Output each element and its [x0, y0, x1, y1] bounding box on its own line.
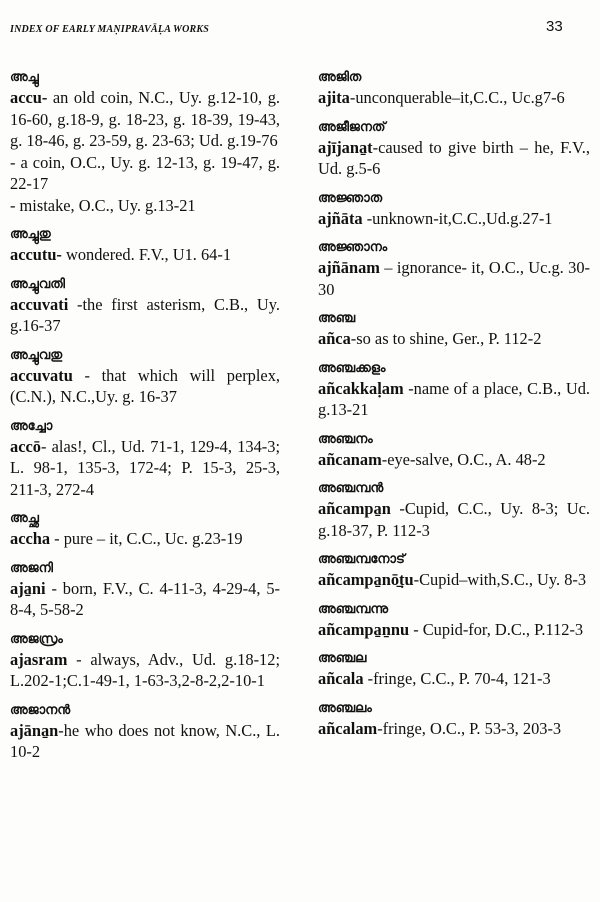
definition-text: -Cupid–with,S.C., Uy. 8-3	[413, 570, 587, 589]
dictionary-entry	[318, 189, 590, 230]
dictionary-entry	[10, 509, 280, 550]
definition-text: - Cupid-for, D.C., P.112-3	[409, 619, 584, 639]
entry-definition	[318, 87, 590, 109]
malayalam-headword: അജ്ഞാത	[318, 190, 383, 206]
entry-definition	[10, 365, 280, 408]
malayalam-headword: അജസ്രം	[10, 631, 63, 647]
entry-definition	[10, 720, 280, 763]
malayalam-headword: അച്ചു	[10, 70, 39, 85]
entry-definition	[318, 137, 590, 180]
definition-text: -fringe, O.C., P. 53-3, 203-3	[377, 718, 562, 738]
malayalam-headword: അജ്ഞാനം	[318, 240, 388, 255]
left-column	[10, 68, 280, 772]
definition-text: - pure – it, C.C., Uc. g.23-19	[50, 529, 243, 548]
malayalam-headword: അച്ചുതു	[10, 227, 51, 242]
definition-text: -unknown-it,C.C.,Ud.g.27-1	[362, 208, 553, 228]
dictionary-entry	[10, 275, 280, 337]
transliterated-headword: ajāna̱n	[10, 720, 59, 740]
dictionary-entry	[10, 346, 280, 408]
transliterated-headword: añcakkaḷam	[318, 378, 404, 398]
dictionary-entry	[318, 118, 590, 180]
transliterated-headword: añcala	[318, 669, 364, 688]
malayalam-headword: അജീജനത്	[318, 119, 386, 135]
malayalam-headword: അച്ചോ	[10, 418, 53, 434]
entry-definition	[10, 436, 280, 501]
entry-definition	[10, 195, 280, 217]
transliterated-headword: ajasram	[10, 649, 68, 669]
dictionary-entry	[318, 699, 590, 740]
definition-text: -so as to shine, Ger., P. 112-2	[350, 329, 542, 348]
transliterated-headword: aja̱ni	[10, 578, 46, 598]
definition-text: -Cupid, C.C., Uy. 8-3; Uc. g.18-37, P. 112-3	[318, 499, 590, 540]
malayalam-headword: അഞ്ച	[318, 311, 356, 326]
entry-definition	[318, 498, 590, 541]
definition-text: an old coin, N.C., Uy. g.12-10, g. 16-60, g.18-9, g. 18-23, g. 18-39, 19-43, g. 18-46, g. 23-59, g. 23-63; Ud. g.19-76	[10, 88, 280, 150]
definition-text: -he who does not know, N.C., L. 10-2	[10, 720, 280, 761]
malayalam-headword: അഞ്ചമ്പന്നു	[318, 601, 389, 617]
definition-text: wondered. F.V., U1. 64-1	[61, 245, 232, 264]
dictionary-entry	[318, 479, 590, 541]
entry-definition	[10, 152, 280, 195]
transliterated-headword: añcalam	[318, 718, 378, 738]
transliterated-headword: accutu-	[10, 245, 62, 264]
entry-definition	[318, 257, 590, 300]
dictionary-entry	[10, 225, 280, 266]
running-head: INDEX OF EARLY MAṆIPRAVĀḶA WORKS	[10, 24, 210, 35]
definition-text: - born, F.V., C. 4-11-3, 4-29-4, 5-8-4, 5-58-2	[10, 578, 280, 619]
transliterated-headword: ajñāta	[318, 208, 363, 228]
definition-text: - mistake, O.C., Uy. g.13-21	[10, 195, 196, 215]
dictionary-entry	[318, 238, 590, 300]
transliterated-headword: accuvati	[10, 294, 69, 314]
malayalam-headword: അച്ചുവതി	[10, 276, 65, 292]
transliterated-headword: ajījana̱t	[318, 137, 373, 157]
dictionary-entry	[10, 701, 280, 763]
dictionary-entry	[10, 68, 280, 216]
entry-definition	[10, 87, 280, 152]
dictionary-entry	[10, 559, 280, 621]
transliterated-headword: añcampa̱ṉnu	[318, 619, 410, 639]
entry-definition	[318, 378, 590, 421]
transliterated-headword: ajita	[318, 88, 350, 107]
transliterated-headword: accuvatu	[10, 365, 73, 385]
transliterated-headword: añcanam	[318, 449, 382, 469]
definition-text: -eye-salve, O.C., A. 48-2	[381, 449, 546, 469]
definition-text: - alas!, Cl., Ud. 71-1, 129-4, 134-3; L. 98-1, 135-3, 172-4; P. 15-3, 25-3, 211-3, 272-4	[10, 436, 280, 499]
entry-definition	[318, 718, 590, 740]
malayalam-headword: അഞ്ചലം	[318, 700, 372, 716]
transliterated-headword: accha	[10, 529, 51, 548]
dictionary-entry	[318, 430, 590, 471]
malayalam-headword: അഞ്ചല	[318, 651, 367, 666]
entry-definition	[318, 208, 590, 230]
definition-text: – ignorance- it, O.C., Uc.g. 30-30	[318, 258, 590, 299]
definition-text: -fringe, C.C., P. 70-4, 121-3	[363, 669, 551, 688]
page-number: 33	[546, 18, 563, 35]
malayalam-headword: അജാനൻ	[10, 702, 71, 718]
definition-text: - that which will perplex, (C.N.), N.C.,Uy. g. 16-37	[10, 365, 280, 406]
transliterated-headword: añcampa̱nō̱ṭu	[318, 570, 414, 589]
dictionary-entry	[318, 68, 590, 109]
entry-definition	[318, 328, 590, 350]
dictionary-entry	[318, 309, 590, 350]
entry-definition	[10, 294, 280, 337]
transliterated-headword: accu-	[10, 88, 48, 107]
entry-definition	[318, 668, 590, 690]
transliterated-headword: ajñānam	[318, 258, 380, 277]
entry-definition	[318, 449, 590, 471]
dictionary-entry	[10, 630, 280, 692]
definition-text: - always, Adv., Ud. g.18-12; L.202-1;C.1-49-1, 1-63-3,2-8-2,2-10-1	[10, 649, 280, 690]
dictionary-entry	[318, 359, 590, 421]
definition-text: -the first asterism, C.B., Uy. g.16-37	[10, 294, 280, 335]
malayalam-headword: അഞ്ചക്കളം	[318, 360, 386, 376]
malayalam-headword: അച്ചുവതു	[10, 347, 63, 363]
entry-definition	[318, 619, 590, 641]
entry-definition	[10, 649, 280, 692]
transliterated-headword: añca	[318, 329, 351, 348]
malayalam-headword: അച്ഛ	[10, 511, 39, 526]
definition-text: -unconquerable–it,C.C., Uc.g7-6	[349, 88, 565, 107]
malayalam-headword: അഞ്ചമ്പൻ	[318, 481, 384, 496]
malayalam-headword: അഞ്ചനം	[318, 431, 373, 447]
malayalam-headword: അഞ്ചമ്പനോട്	[318, 552, 405, 567]
entry-definition	[318, 569, 590, 591]
malayalam-headword: അജനി	[10, 560, 53, 576]
right-column	[318, 68, 590, 748]
definition-text: -caused to give birth – he, F.V., Ud. g.5-6	[318, 137, 590, 178]
dictionary-entry	[318, 550, 590, 591]
transliterated-headword: añcampa̱n	[318, 499, 391, 518]
entry-definition	[10, 244, 280, 266]
dictionary-entry	[318, 600, 590, 641]
dictionary-entry	[10, 417, 280, 501]
dictionary-entry	[318, 649, 590, 690]
transliterated-headword: accō	[10, 436, 41, 456]
malayalam-headword: അജിത	[318, 70, 362, 85]
definition-text: - a coin, O.C., Uy. g. 12-13, g. 19-47, g. 22-17	[10, 152, 280, 193]
entry-definition	[10, 528, 280, 550]
definition-text: -name of a place, C.B., Ud. g.13-21	[318, 378, 590, 419]
entry-definition	[10, 578, 280, 621]
